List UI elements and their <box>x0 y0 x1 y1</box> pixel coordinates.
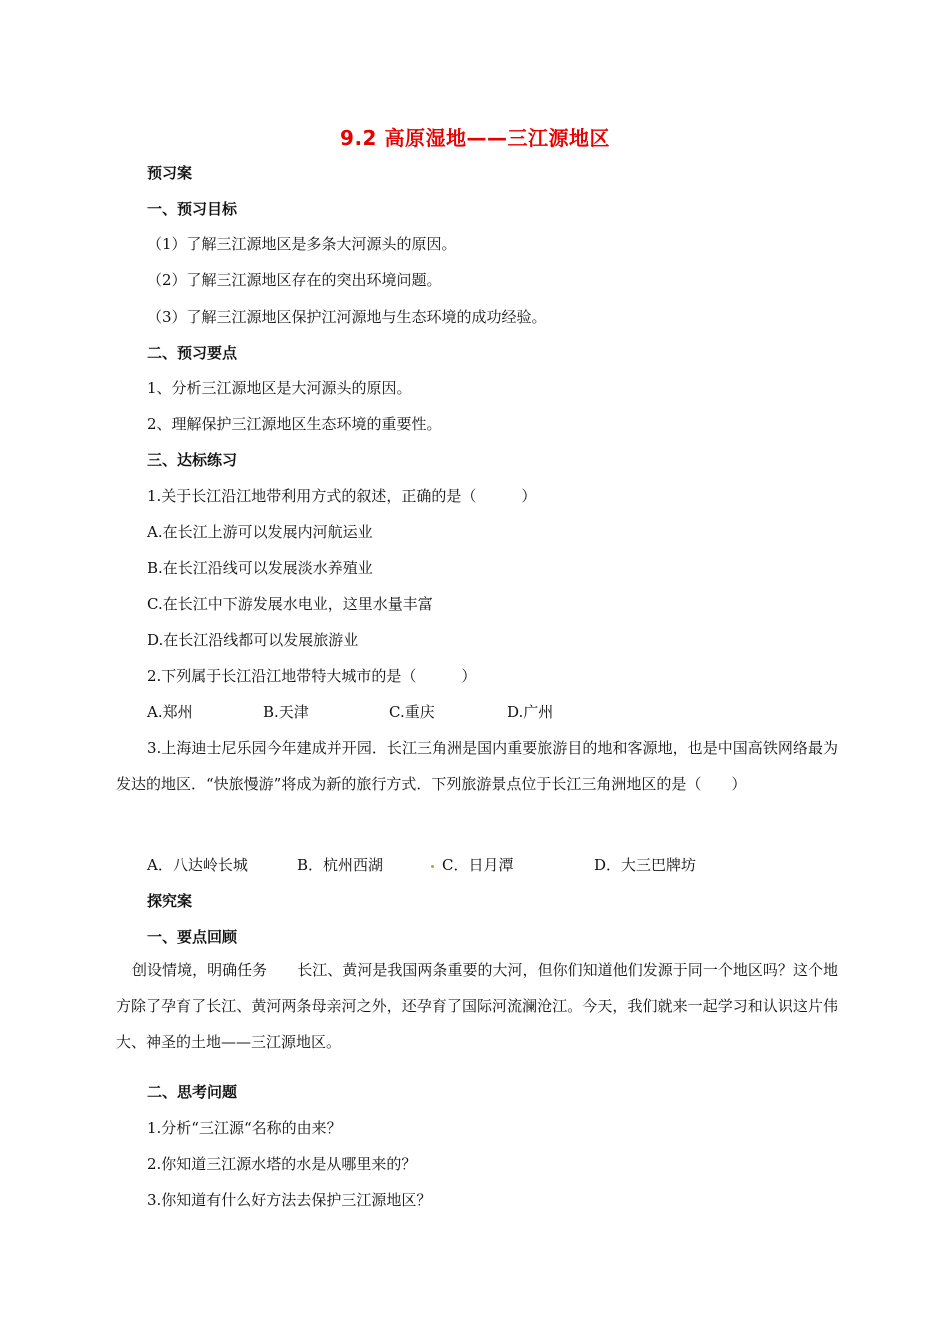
q3-option: D．大三巴牌坊 <box>594 856 697 874</box>
q2-options <box>147 701 553 723</box>
section-explore-heading: 探究案 <box>147 892 193 910</box>
q3-options <box>147 854 696 876</box>
q3-option: A．八达岭长城 <box>147 856 248 874</box>
q1-option: B.在长江沿线可以发展淡水养殖业 <box>147 559 373 577</box>
goals-heading: 一、预习目标 <box>147 200 238 218</box>
questions-heading: 二、思考问题 <box>147 1083 238 1101</box>
goal-item: （3）了解三江源地区保护江河源地与生态环境的成功经验。 <box>147 308 547 326</box>
q1-option: A.在长江上游可以发展内河航运业 <box>147 523 373 541</box>
exercises-heading: 三、达标练习 <box>147 451 238 469</box>
q1-option: D.在长江沿线都可以发展旅游业 <box>147 631 359 649</box>
section-preview-heading: 预习案 <box>147 164 193 182</box>
q3-stem: 3.上海迪士尼乐园今年建成并开园．长江三角洲是国内重要旅游目的地和客源地，也是中国高铁网络最为发达的地区．“快旅慢游”将成为新的旅行方式．下列旅游景点位于长江三角洲地区的是（ ） <box>116 739 838 793</box>
goal-item: （2）了解三江源地区存在的突出环境问题。 <box>147 271 442 289</box>
q3-option: B．杭州西湖 <box>297 856 384 874</box>
q1-stem: 1.关于长江沿江地带利用方式的叙述，正确的是（ ） <box>147 487 537 505</box>
q2-option: D.广州 <box>507 703 554 721</box>
q2-option: B.天津 <box>263 703 309 721</box>
question-item: 2.你知道三江源水塔的水是从哪里来的？ <box>147 1155 417 1173</box>
question-item: 3.你知道有什么好方法去保护三江源地区？ <box>147 1191 432 1209</box>
point-item: 1、分析三江源地区是大河源头的原因。 <box>147 379 412 397</box>
question-item: 1.分析“三江源“名称的由来？ <box>147 1119 342 1137</box>
q3-option: C．日月潭 <box>442 856 514 874</box>
q2-stem: 2.下列属于长江沿江地带特大城市的是（ ） <box>147 667 477 685</box>
review-paragraph: 创设情境，明确任务 长江、黄河是我国两条重要的大河，但你们知道他们发源于同一个地区吗？这个地方除了孕育了长江、黄河两条母亲河之外，还孕育了国际河流澜沧江。今天，我们就来一起学习和认识这片伟大、神圣的土地——三江源地区。 <box>116 961 838 1051</box>
document-title: 9.2 高原湿地——三江源地区 <box>340 126 610 150</box>
points-heading: 二、预习要点 <box>147 344 238 362</box>
point-item: 2、理解保护三江源地区生态环境的重要性。 <box>147 415 442 433</box>
review-heading: 一、要点回顾 <box>147 928 238 946</box>
q1-option: C.在长江中下游发展水电业，这里水量丰富 <box>147 595 433 613</box>
goal-item: （1）了解三江源地区是多条大河源头的原因。 <box>147 235 457 253</box>
decorative-dot-icon <box>431 865 434 868</box>
q2-option: A.郑州 <box>147 703 193 721</box>
q2-option: C.重庆 <box>389 703 435 721</box>
